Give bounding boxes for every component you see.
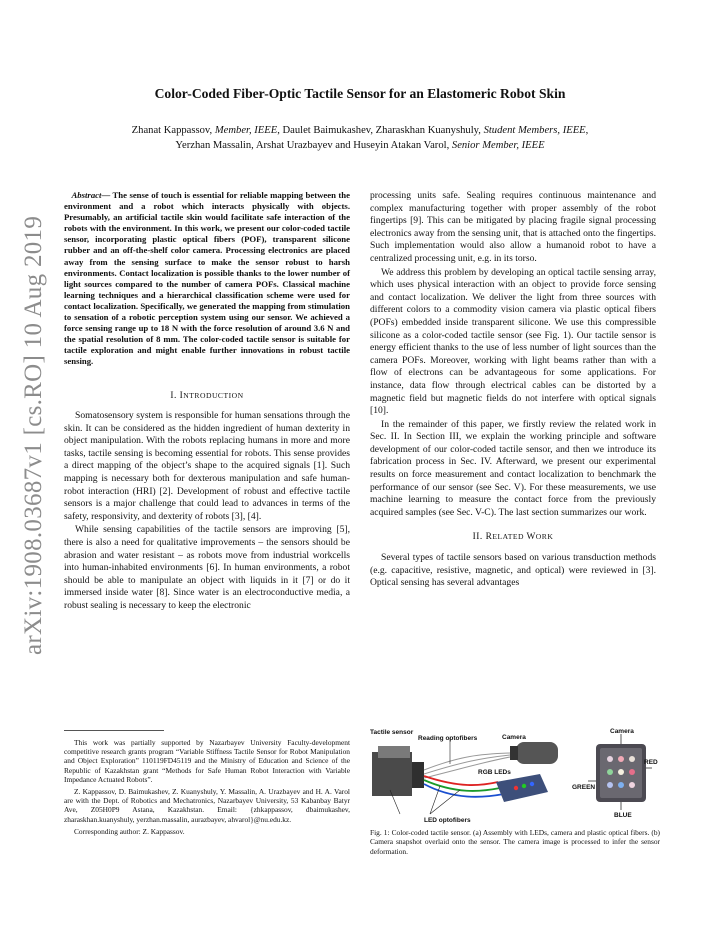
led-red [514, 786, 518, 790]
led-blue [530, 782, 534, 786]
right-paragraph-2: In the remainder of this paper, we firstly review the related work in Sec. II. In Section III, we explain the working principle and software development of our color-coded tactile sensor, and then we introduce its fabrication process in Sec. IV. Afterward, we present our experimental results on force measurement and contact localization to benchmark the performance of our sensor (see Sec. V). For these measurements, we use machine learning to measure the contact force from the previously acquired samples (see Sec. V-C). The last section summarizes our work. [370, 418, 656, 518]
right-paragraph-1: We address this problem by developing an optical tactile sensing array, which uses physical interaction with an object to provide force sensing and contact localization. We deliver the light from three sources with different colors to a commodity vision camera via plastic optical fibers (POFs) embedded inside transparent silicone. We use this compressible silicone as a color-coded tactile sensor (see Fig. 1). Our tactile sensor is energy efficient thanks to the use of less number of light sources than the camera POFs. Moreover, working with light beams rather than with a flow of electrons can be advantageous for some applications. For instance, data flow through electrical cables can be distorted by a magnetic field but magnetic fields do not interfere with optical signals [10]. [370, 266, 656, 417]
figure-1b-snapshot [572, 728, 658, 819]
camera-body [516, 742, 558, 764]
footnotes [64, 738, 350, 839]
intro-paragraph-1: Somatosensory system is responsible for human sensations through the skin. It can be considered as the hidden ingredient of human dexterity in object manipulation. With the robots replacing humans in more and more tasks, tactile sensing is becoming essential for robots. This sense provides a direct mapping of the object’s shape to the acquired signals [1]. Such mapping is necessary both for dexterous manipulation and safe human-robot interaction (HRI) [2]. Development of robust and effective tactile sensors is a major challenge that could lead to advances in terms of the safety, responsivity, and dexterity of robots [3], [4]. [64, 410, 350, 522]
right-paragraph-0: processing units safe. Sealing requires continuous maintenance and complex manufacturing together with proper assembly of the robot fingertips [9]. This can be mitigated by placing fragile signal processing electronics away from the sensing unit, that is attached onto the fingertips. Such implementation would also allow a humanoid robot to have a centralized processing unit, e.g. in its torso. [370, 190, 656, 264]
label-red: RED [644, 759, 658, 766]
authors-line-2: Yerzhan Massalin, Arshat Urazbayev and Huseyin Atakan Varol, Senior Member, IEEE [175, 140, 545, 151]
label-camera-b: Camera [610, 728, 634, 735]
authors-line-1: Zhanat Kappassov, Member, IEEE, Daulet Baimukashev, Zharaskhan Kuanyshuly, Student Members, IEEE, [131, 125, 589, 136]
tactile-sensor-block [372, 752, 412, 796]
label-reading-optofibers: Reading optofibers [418, 735, 478, 742]
paper-title: Color-Coded Fiber-Optic Tactile Sensor for an Elastomeric Robot Skin [154, 86, 566, 101]
figure-1a-assembly [370, 729, 558, 824]
right-column [370, 190, 656, 591]
rgb-led-board [496, 774, 548, 802]
sensor-top-plate [378, 746, 410, 758]
abstract-text: — The sense of touch is essential for reliable mapping between the environment and a robot which interacts physically with objects. Presumably, an artificial tactile skin would facilitate safe interaction of the robots with the environment. In this work, we present our color-coded tactile sensor, incorporating plastic optical fibers (POF), transparent silicone rubber and an off-the-shelf color camera. Processing electronics are placed away from the sensing surface to make the sensor robust to harsh environments. Contact localization is possible thanks to the lower number of light sources compared to the number of camera POFs. Classical machine learning techniques and a hierarchical classification scheme were used for contact localization. Specifically, we generated the mapping from stimulation to sensation of a robotic perception system using our sensor. We achieved a force sensing range up to 18 N with the force resolution of around 3.6 N and the spatial resolution of 8 mm. The color-coded tactile sensor is suitable for tactile exploration and might enable further innovations in robust tactile sensing. [64, 190, 350, 367]
footnote-divider [64, 730, 164, 731]
sensor-connector [412, 762, 424, 788]
label-green: GREEN [572, 784, 596, 791]
left-column [64, 190, 350, 614]
footnote-affiliations: Z. Kappassov, D. Baimukashev, Z. Kuanyshuly, Y. Massalin, A. Urazbayev and H. A. Varol are with the Dept. of Robotics and Mechatronics, Nazarbayev University, 53 Kabanbay Batyr Ave, Z05H0P9 Astana, Kazakhstan. Email: {zhkappassov, dbaimukashev, zharaskhan.kuanyshuly, yerzhan.massalin, aurazbayev, ahvarol}@nu.edu.kz. [64, 787, 350, 824]
section-heading-introduction: I. INTRODUCTION [170, 390, 244, 401]
label-rgb-leds: RGB LEDs [478, 769, 511, 776]
label-tactile-sensor: Tactile sensor [370, 729, 414, 736]
footnote-funding: This work was partially supported by Nazarbayev University Faculty-development competitive research grants program “Variable Stiffness Tactile Sensor for Robot Manipulation and Object Exploration” 110119FD45119 and the Ministry of Education and Science of the Republic of Kazakhstan grant “Methods for Safe Human Robot Interaction with Variable Impedance Actuated Robots”. [64, 738, 350, 784]
camera-lens [510, 746, 518, 760]
footnote-corresponding: Corresponding author: Z. Kappassov. [74, 826, 185, 836]
label-led-optofibers: LED optofibers [424, 817, 471, 824]
abstract [64, 190, 350, 368]
led-green [522, 784, 526, 788]
figure-1-caption: Fig. 1: Color-coded tactile sensor. (a) Assembly with LEDs, camera and plastic optical fibers. (b) Camera snapshot overlaid onto the sensor. The camera image is processed to infer the sensor deformation. [370, 828, 660, 856]
author-list [72, 123, 648, 153]
arxiv-sidebar-stamp: arXiv:1908.03687v1 [cs.RO] 10 Aug 2019 [20, 215, 47, 655]
figure-1 [370, 726, 660, 824]
label-camera-a: Camera [502, 734, 526, 741]
label-blue: BLUE [614, 812, 632, 819]
abstract-lead: Abstract [71, 190, 102, 200]
related-work-paragraph: Several types of tactile sensors based on various transduction methods (e.g. capacitive, resistive, magnetic, and optical) were reviewed in [3]. Optical sensing has several advantages [370, 552, 656, 589]
section-heading-related-work: II. RELATED WORK [472, 532, 554, 543]
intro-paragraph-2: While sensing capabilities of the tactile sensors are improving [5], there is also a need for qualitative improvements – the sensors should be abrasion and water resistant – as robots move from industrial workcells into human-inhabited environments [6]. In human environments, a robot should be able to manipulate an object with liquids in it [7] or do it immersed inside water [8]. Since water is an electroconductive media, a robust sealing is necessary to keep the electronic [64, 524, 350, 611]
